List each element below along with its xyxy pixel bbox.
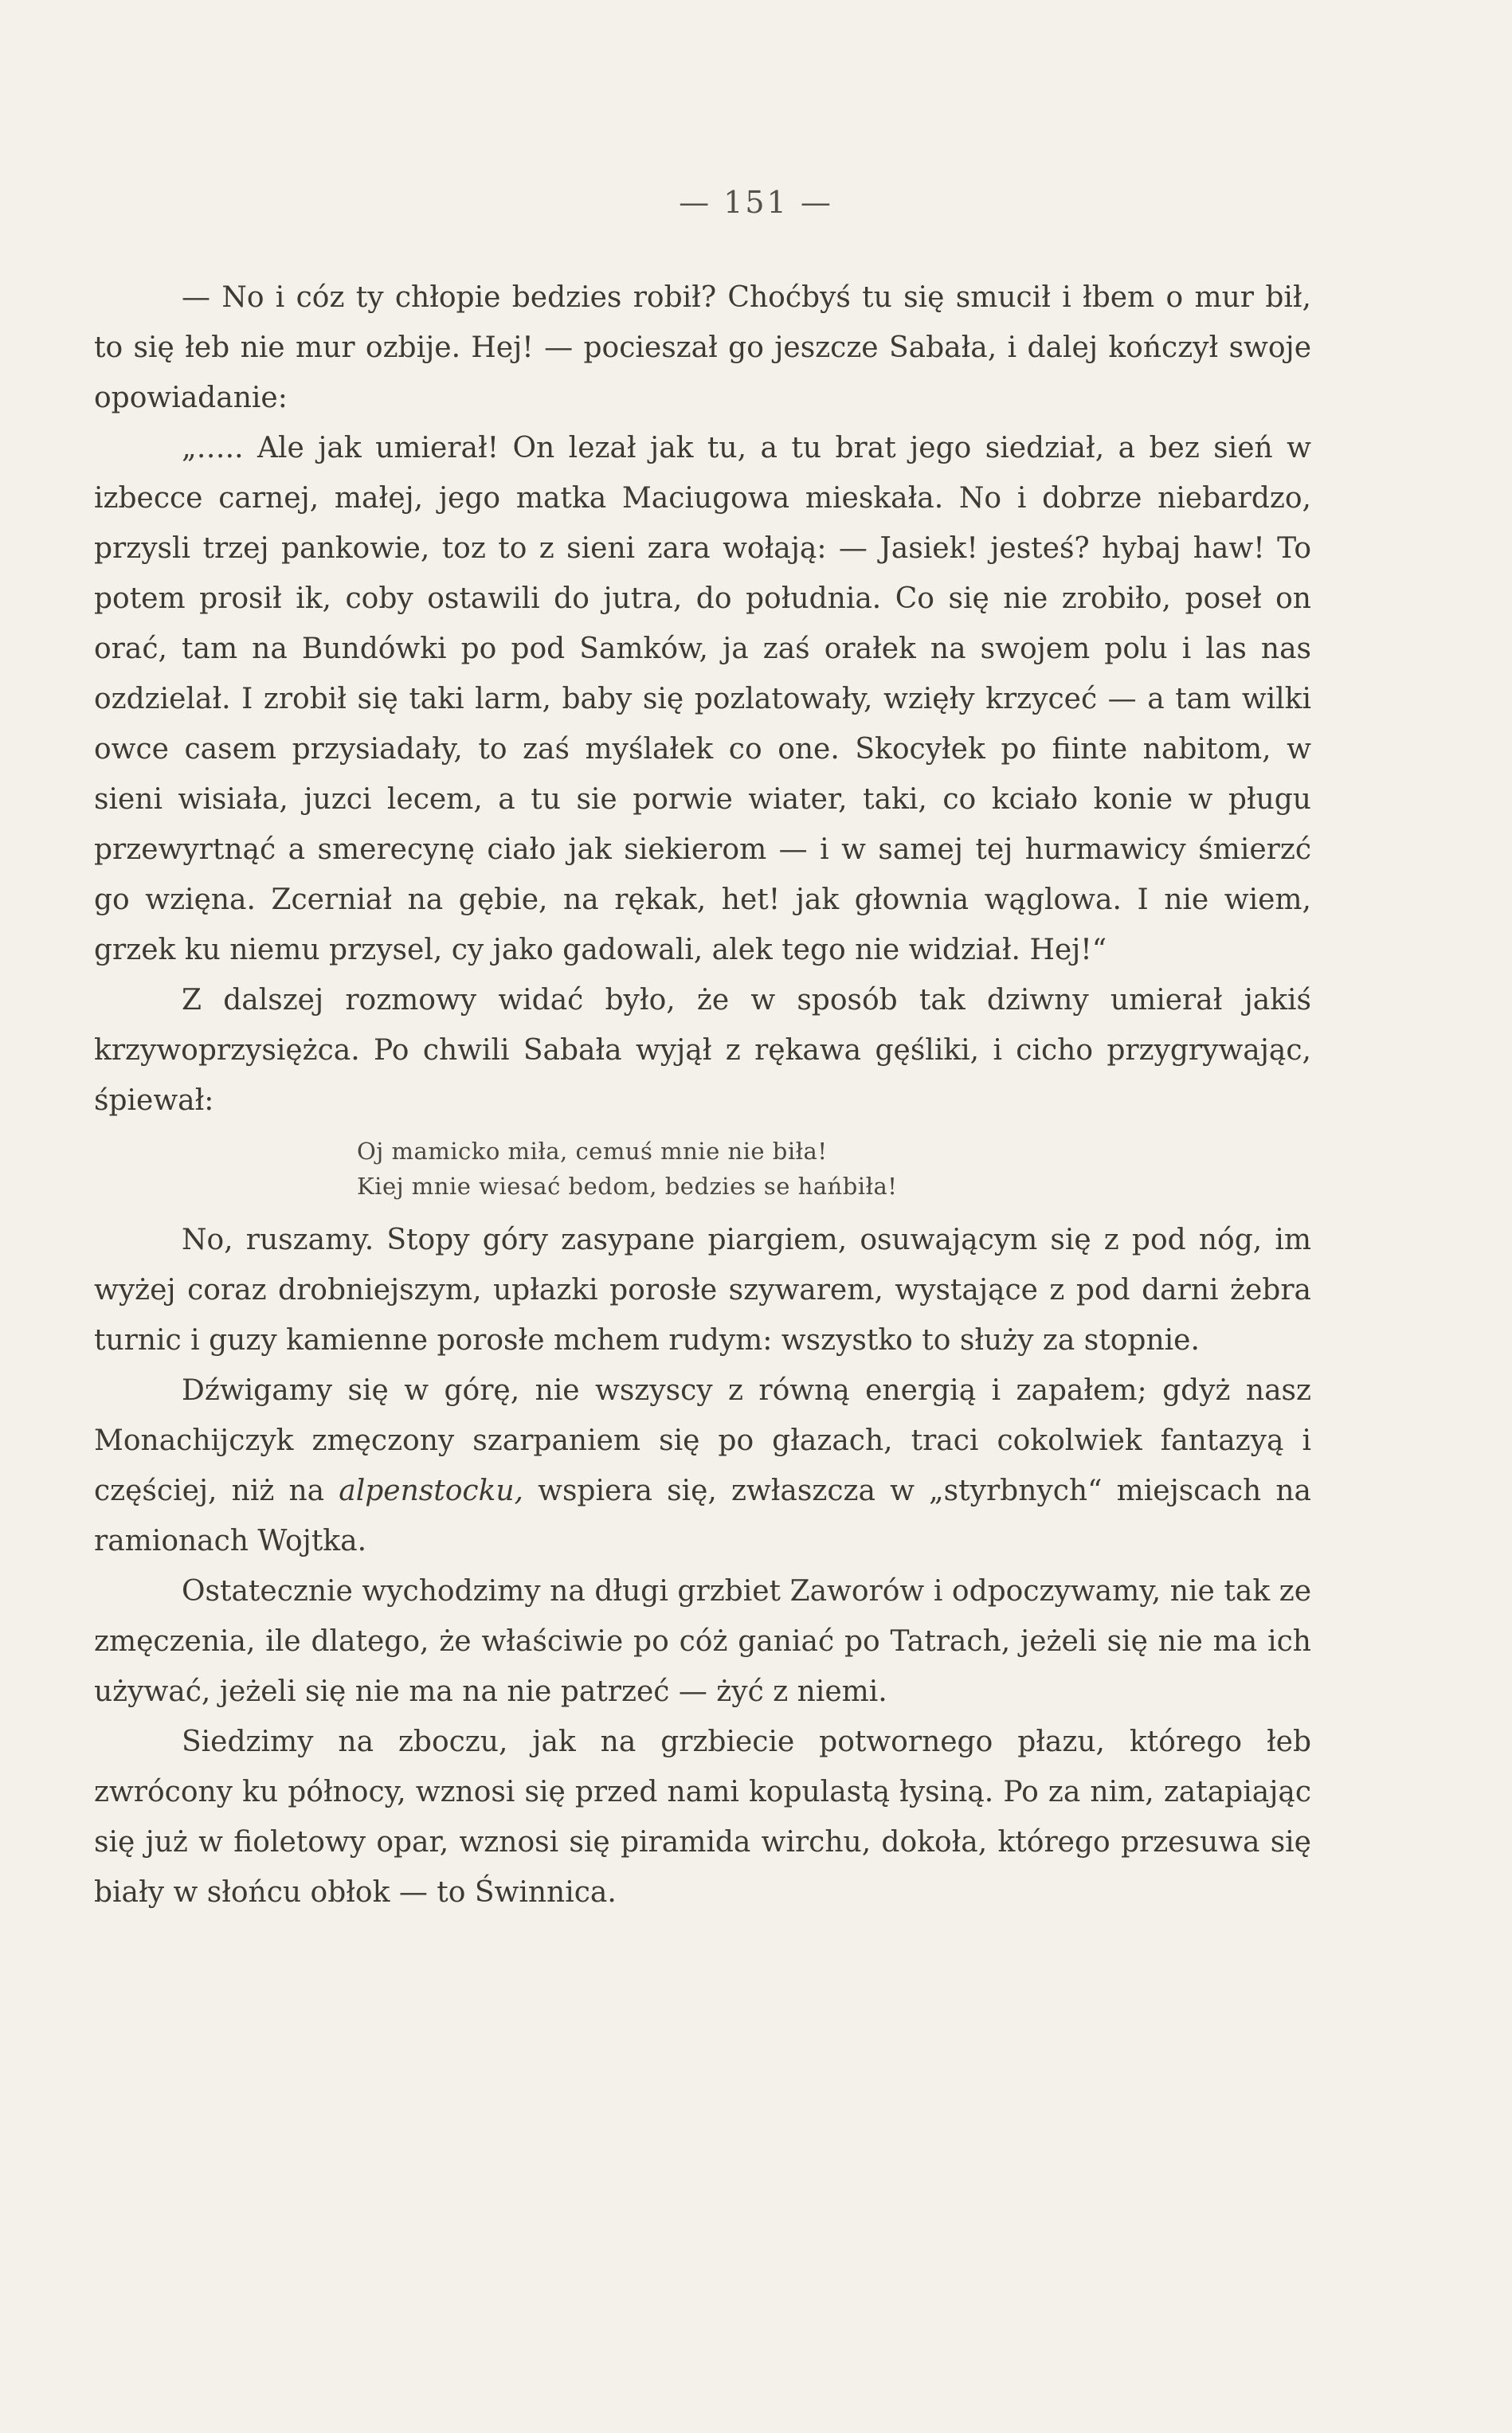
paragraph-2: „….. Ale jak umierał! On lezał jak tu, a tu brat jego siedział, a bez sień w izbecce carnej, małej, jego matka Maciugowa mieskała. No i dobrze niebardzo, przysli trzej pankowie, toz to z sieni zara wołają: — Jasiek! jesteś? hybaj haw! To potem prosił ik, coby ostawili do jutra, do południa. Co się nie zrobiło, poseł on orać, tam na Bundówki po pod Samków, ja zaś orałek na swojem polu i las nas ozdzielał. I zrobił się taki larm, baby się pozlatowały, wzięły krzyceć — a tam wilki owce casem przysiadały, to zaś myślałek co one. Skocyłek po fiinte nabitom, w sieni wisiała, juzci lecem, a tu sie porwie wiater, taki, co kciało konie w pługu przewyrtnąć a smerecynę ciało jak siekierom — i w samej tej hurmawicy śmierzć go wzięna. Zcerniał na gębie, na rękak, het! jak głownia wąglowa. I nie wiem, grzek ku niemu przysel, cy jako gadowali, alek tego nie widział. Hej!“ — [94, 432, 1311, 966]
song-verse — [357, 1126, 1311, 1215]
paragraph-4: No, ruszamy. Stopy góry zasypane piargiem, osuwającym się z pod nóg, im wyżej coraz drobniejszym, upłazki porosłe szywarem, wystające z pod darni żebra turnic i guzy kamienne porosłe mchem rudym: wszystko to służy za stopnie. — [94, 1224, 1311, 1357]
body-text — [94, 272, 1311, 1918]
paragraph-5-italic-word: alpenstocku, — [339, 1475, 523, 1507]
paragraph-7: Siedzimy na zboczu, jak na grzbiecie potwornego płazu, którego łeb zwrócony ku północy, wznosi się przed nami kopulastą łysiną. Po za nim, zatapiając się już w fioletowy opar, wznosi się piramida wirchu, dokoła, którego przesuwa się biały w słońcu obłok — to Świnnica. — [94, 1726, 1311, 1909]
paragraph-6: Ostatecznie wychodzimy na długi grzbiet Zaworów i odpoczywamy, nie tak ze zmęczenia, ile dlatego, że właściwie po cóż ganiać po Tatrach, jeżeli się nie ma ich używać, jeżeli się nie ma na nie patrzeć — żyć z niemi. — [94, 1575, 1311, 1708]
paragraph-5 — [94, 1365, 1311, 1566]
verse-line-1: Oj mamicko miła, cemuś mnie nie biła! — [357, 1138, 828, 1165]
verse-line-2: Kiej mnie wiesać bedom, bedzies se hańbiła! — [357, 1173, 898, 1200]
paragraph-3: Z dalszej rozmowy widać było, że w sposób tak dziwny umierał jakiś krzywoprzysiężca. Po chwili Sabała wyjął z rękawa gęśliki, i cicho przygrywając, śpiewał: — [94, 984, 1311, 1117]
page-number: — 151 — — [679, 185, 833, 220]
paragraph-1: — No i cóz ty chłopie bedzies robił? Choćbyś tu się smucił i łbem o mur bił, to się łeb nie mur ozbije. Hej! — pocieszał go jeszcze Sabała, i dalej kończył swoje opowiadanie: — [94, 281, 1311, 414]
paragraph-5-end: wspiera się, zwłaszcza w „styrbnych“ miejscach na ramionach Wojtka. — [94, 1475, 1311, 1557]
paragraph-5-start: Dźwigamy się w górę, nie wszyscy z równą energią i zapałem; gdyż nasz Monachijczyk zmęczony szarpaniem się po głazach, traci cokolwiek fantazyą i częściej, niż na — [94, 1374, 1311, 1507]
